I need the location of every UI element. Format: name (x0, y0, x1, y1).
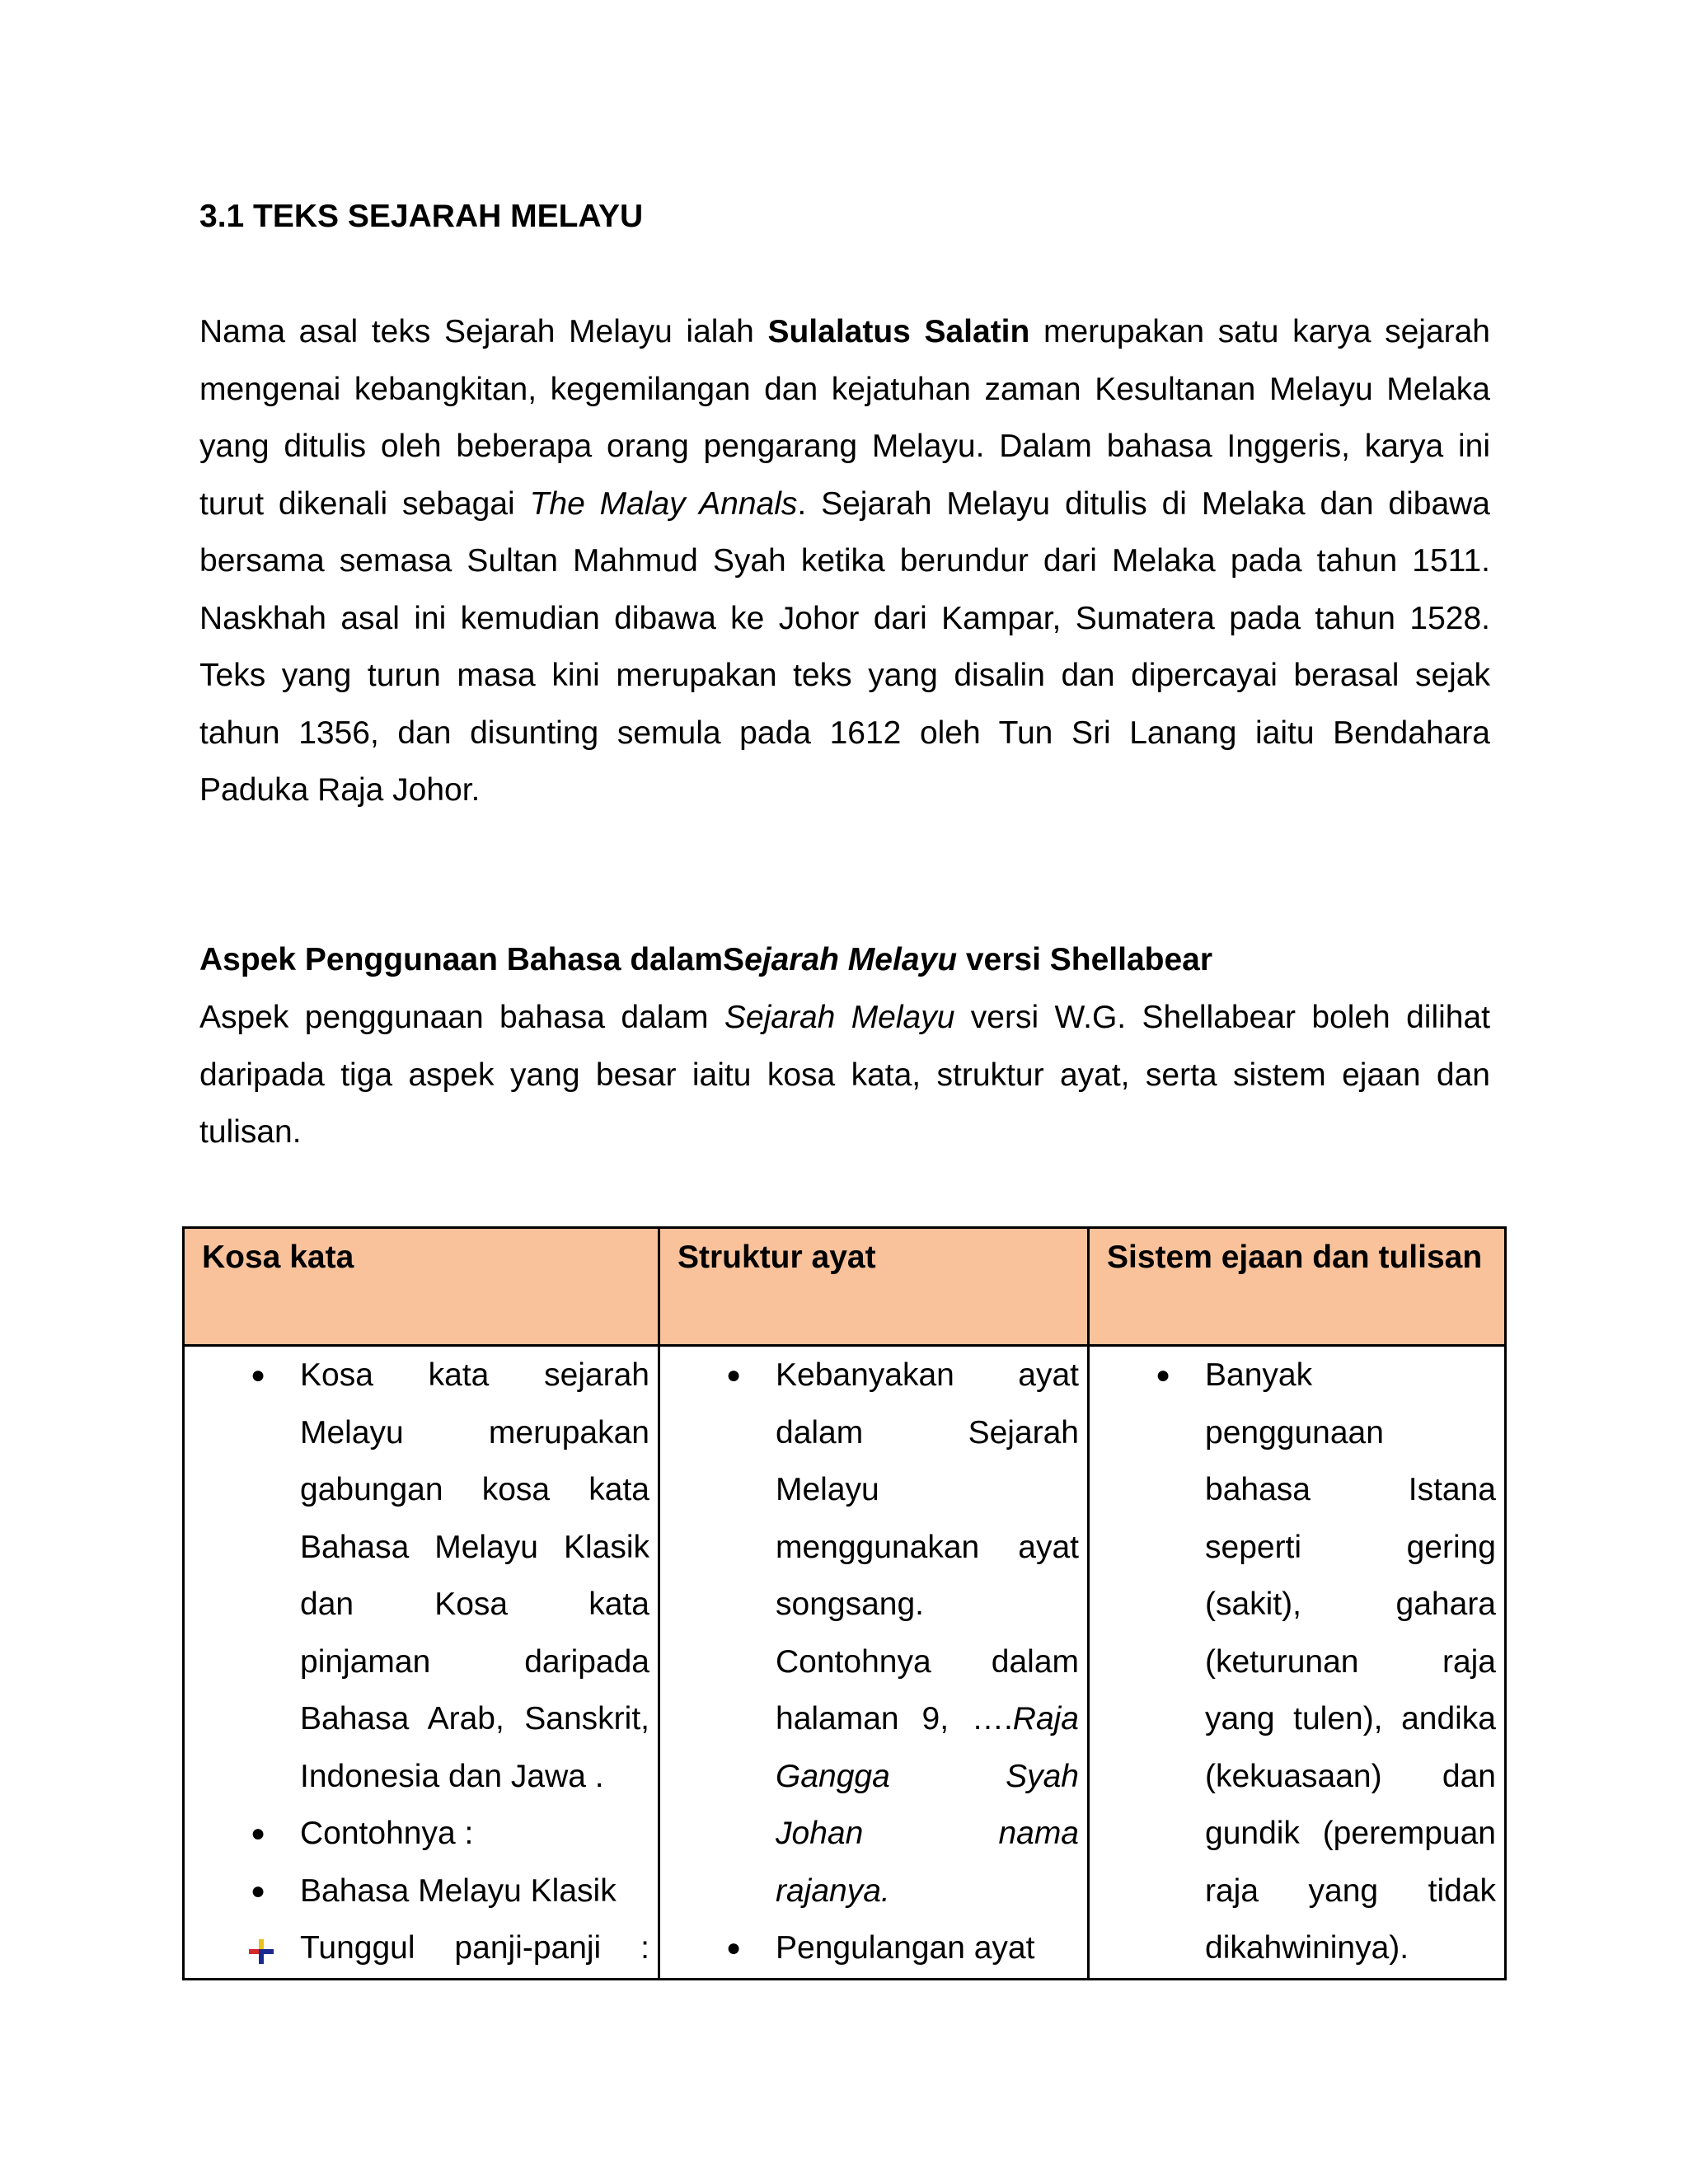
list-line: Banyak (1205, 1357, 1313, 1393)
section-heading: 3.1 TEKS SEJARAH MELAYU (199, 199, 644, 234)
list-line: dan Kosa kata (300, 1586, 649, 1622)
list-line: gundik (perempuan (1205, 1816, 1496, 1851)
bullet-icon: ● (251, 1820, 266, 1847)
list-item (185, 1347, 649, 1805)
aspect-text-1: Aspek penggunaan bahasa dalam (199, 1000, 724, 1035)
bullet-icon: ● (1156, 1361, 1171, 1389)
list-line: Kosa kata sejarah (300, 1357, 649, 1393)
list-item (185, 1805, 649, 1863)
list-item (185, 1863, 649, 1920)
list-line: dalam Sejarah (776, 1414, 1079, 1451)
list-line: (keturunan raja (1205, 1643, 1496, 1680)
intro-paragraph (199, 303, 1490, 819)
bullet-icon: ● (726, 1361, 742, 1389)
intro-bold-title: Sulalatus Salatin (767, 314, 1030, 349)
list-item (1090, 1347, 1496, 1977)
list-line: (kekuasaan) dan (1205, 1758, 1496, 1794)
list-line: raja yang tidak (1205, 1872, 1496, 1909)
header-kosa-kata: Kosa kata (184, 1228, 659, 1346)
bullet-icon: ● (251, 1877, 266, 1905)
list-line-italic: rajanya. (776, 1872, 890, 1909)
language-aspects-table (182, 1226, 1507, 1980)
list-line: penggunaan (1205, 1414, 1384, 1451)
cross-bullet-icon (247, 1938, 275, 1966)
list-line: Pengulangan ayat (776, 1930, 1035, 1966)
subheading-text-2: versi Shellabear (957, 942, 1213, 977)
list-item (660, 1347, 1079, 1919)
list-line-italic: Raja (1012, 1701, 1079, 1736)
cell-struktur-ayat (659, 1346, 1089, 1980)
aspect-paragraph (199, 989, 1490, 1161)
intro-text-3: . Sejarah Melayu ditulis di Melaka dan dibawa bersama semasa Sultan Mahmud Syah ketika berundur dari Melaka pada tahun 1511. Naskhah asal ini kemudian dibawa ke Johor dari Kampar, Sumatera pada tahun 1528. Teks yang turun masa kini merupakan teks yang disalin dan dipercayai berasal sejak tahun 1356, dan disunting semula pada 1612 oleh Tun Sri Lanang iaitu Bendahara Paduka Raja Johor. (199, 485, 1490, 808)
table-header-row (184, 1228, 1506, 1346)
list-line: Melayu (776, 1472, 879, 1507)
list-line: Tunggul panji-panji : (300, 1930, 649, 1966)
list-kosa-kata (185, 1347, 649, 1977)
list-line (776, 1690, 1079, 1748)
intro-text-2: merupakan satu karya sejarah mengenai kebangkitan, kegemilangan dan kejatuhan zaman Kesultanan Melayu Melaka yang ditulis oleh beberapa orang pengarang Melayu. Dalam bahasa Inggeris, karya ini turut dikenali sebagai (199, 314, 1490, 522)
list-line-text: halaman 9, …. (776, 1701, 1013, 1736)
list-line: Bahasa Melayu Klasik (300, 1529, 649, 1565)
list-line: seperti gering (1205, 1529, 1496, 1565)
list-line: yang tulen), andika (1205, 1701, 1496, 1736)
list-line: gabungan kosa kata (300, 1472, 649, 1507)
cell-sistem-ejaan (1089, 1346, 1506, 1980)
intro-italic-title: The Malay Annals (529, 485, 798, 522)
bullet-icon: ● (726, 1934, 742, 1961)
aspect-italic: Sejarah Melayu (724, 1000, 955, 1035)
list-line: bahasa Istana (1205, 1472, 1496, 1507)
intro-text-1: Nama asal teks Sejarah Melayu ialah (199, 314, 768, 349)
list-line: menggunakan ayat (776, 1529, 1079, 1565)
subsection-heading (199, 937, 1212, 983)
list-line: Indonesia dan Jawa . (300, 1758, 604, 1794)
header-struktur-ayat: Struktur ayat (659, 1228, 1089, 1346)
list-item (660, 1919, 1079, 1977)
list-line: Kebanyakan ayat (776, 1357, 1079, 1393)
cell-kosa-kata (184, 1346, 659, 1980)
list-line: Contohnya : (300, 1816, 474, 1851)
list-line: dikahwininya). (1205, 1930, 1409, 1966)
list-struktur-ayat (660, 1347, 1079, 1977)
list-line-italic: Gangga Syah (776, 1758, 1079, 1794)
list-line: Bahasa Melayu Klasik (300, 1872, 617, 1909)
list-line: pinjaman daripada (300, 1643, 649, 1680)
list-line: songsang. (776, 1586, 924, 1622)
list-line: Melayu merupakan (300, 1414, 649, 1451)
list-line: Contohnya dalam (776, 1643, 1079, 1680)
list-line: Bahasa Arab, Sanskrit, (300, 1701, 649, 1736)
header-sistem-ejaan: Sistem ejaan dan tulisan (1089, 1228, 1506, 1346)
list-line-italic: Johan nama (776, 1816, 1079, 1851)
list-line: (sakit), gahara (1205, 1586, 1496, 1622)
list-sistem-ejaan (1090, 1347, 1496, 1977)
subheading-text-1: Aspek Penggunaan Bahasa dalamS (199, 942, 745, 977)
table-row (184, 1346, 1506, 1980)
aspect-text-2: versi W.G. Shellabear boleh dilihat daripada tiga aspek yang besar iaitu kosa kata, struktur ayat, serta sistem ejaan dan tulisan. (199, 1000, 1491, 1150)
bullet-icon: ● (251, 1361, 266, 1389)
subheading-italic: ejarah Melayu (744, 942, 958, 977)
list-item (185, 1919, 649, 1977)
